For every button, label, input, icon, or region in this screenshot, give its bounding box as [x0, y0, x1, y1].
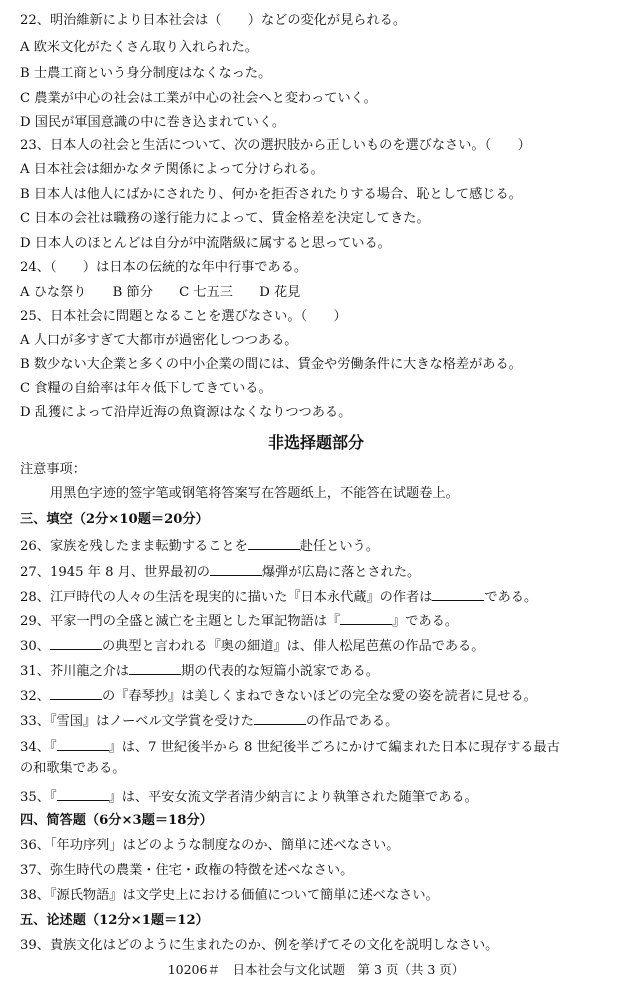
question-35-text-before: 35、『 — [20, 790, 57, 805]
answer-blank — [50, 685, 102, 700]
question-26-text-after: 赴任という。 — [299, 539, 379, 554]
answer-blank — [57, 736, 109, 751]
question-22-option-d: D 国民が軍国意識の中に巻き込まれていく。 — [20, 115, 286, 130]
question-24-options — [20, 284, 626, 302]
question-27-text-before: 27、1945 年 8 月、世界最初の — [20, 565, 210, 580]
question-22-option-c: C 農業が中心の社会は工業が中心の社会へと変わっていく。 — [20, 91, 377, 106]
essay-heading: 五、论述题（12分×1题＝12） — [20, 913, 209, 928]
question-25-option-a: A 人口が多すぎて大都市が過密化しつつある。 — [20, 333, 298, 348]
question-24-stem: 24、（ ）は日本の伝統的な年中行事である。 — [20, 260, 308, 275]
question-22-option-a: A 欧米文化がたくさん取り入れられた。 — [20, 40, 258, 55]
answer-blank — [248, 535, 300, 550]
question-35 — [20, 786, 626, 807]
question-28-text-before: 28、江戸時代の人々の生活を現実的に描いた『日本永代蔵』の作者は — [20, 590, 433, 605]
question-26 — [20, 535, 626, 556]
question-23-option-a: A 日本社会は細かなタテ関係によって分けられる。 — [20, 162, 324, 177]
question-35-text-after: 』は、平安女流文学者清少納言により執筆された随筆である。 — [108, 790, 478, 805]
page-footer: 10206＃ 日本社会与文化试题 第 3 页（共 3 页） — [167, 962, 465, 977]
answer-blank — [50, 635, 102, 650]
question-34-text-before: 34、『 — [20, 740, 57, 755]
question-29 — [20, 610, 626, 631]
question-33 — [20, 710, 626, 731]
question-22-option-b: B 士農工商という身分制度はなくなった。 — [20, 66, 272, 81]
question-24-option-a: A ひな祭り — [20, 285, 87, 300]
question-27-text-after: 爆弾が広島に落とされた。 — [262, 565, 421, 580]
question-23-option-d: D 日本人のほとんどは自分が中流階級に属すると思っている。 — [20, 236, 391, 251]
answer-blank — [340, 610, 392, 625]
question-31-text-before: 31、芥川龍之介は — [20, 664, 130, 679]
answer-blank — [129, 660, 181, 675]
question-25-option-d: D 乱獲によって沿岸近海の魚資源はなくなりつつある。 — [20, 405, 352, 420]
question-25-option-c: C 食糧の自給率は年々低下してきている。 — [20, 381, 272, 396]
notice-text: 用黑色字迹的签字笔或钢笔将答案写在答题纸上，不能答在试题卷上。 — [50, 486, 459, 501]
question-38: 38、『源氏物語』は文学史上における価値について簡単に述べなさい。 — [20, 888, 439, 903]
question-36: 36、「年功序列」はどのような制度なのか、簡単に述べなさい。 — [20, 838, 400, 853]
question-22-stem: 22、明治維新により日本社会は（ ）などの変化が見られる。 — [20, 13, 407, 28]
question-24-option-c: C 七五三 — [179, 285, 233, 300]
question-31 — [20, 660, 626, 681]
question-26-text-before: 26、家族を残したまま転勤することを — [20, 539, 248, 554]
notice-label: 注意事项： — [20, 462, 86, 477]
question-25-option-b: B 数少ない大企業と多くの中小企業の間には、賃金や労働条件に大きな格差がある。 — [20, 357, 522, 372]
question-30-text-before: 30、 — [20, 639, 50, 654]
short-answer-heading: 四、简答题（6分×3题＝18分） — [20, 813, 213, 828]
question-28 — [20, 586, 626, 607]
question-25-stem: 25、日本社会に問題となることを選びなさい。（ ） — [20, 309, 347, 324]
question-32 — [20, 685, 626, 706]
question-29-text-after: 』である。 — [392, 614, 459, 629]
question-23-stem: 23、日本人の社会と生活について、次の選択肢から正しいものを選びなさい。（ ） — [20, 138, 531, 153]
question-33-text-after: の作品である。 — [305, 714, 399, 729]
question-34-text-after: 』は、7 世紀後半から 8 世紀後半ごろにかけて編まれた日本に現存する最古 — [108, 740, 560, 755]
fill-blank-heading: 三、填空（2分×10题＝20分） — [20, 512, 209, 527]
question-24-option-d: D 花見 — [259, 285, 301, 300]
question-37: 37、弥生時代の農業・住宅・政権の特徴を述べなさい。 — [20, 863, 354, 878]
question-32-text-before: 32、 — [20, 689, 50, 704]
question-30-text-after: の典型と言われる『奥の細道』は、俳人松尾芭蕉の作品である。 — [101, 639, 485, 654]
answer-blank — [254, 710, 306, 725]
question-27 — [20, 561, 626, 582]
question-29-text-before: 29、平家一門の全盛と滅亡を主題とした軍記物語は『 — [20, 614, 341, 629]
question-39: 39、貴族文化はどのように生まれたのか、例を挙げてその文化を説明しなさい。 — [20, 938, 499, 953]
question-33-text-before: 33、『雪国』はノーベル文学賞を受けた — [20, 714, 254, 729]
question-31-text-after: 期の代表的な短篇小説家である。 — [181, 664, 379, 679]
answer-blank — [210, 561, 262, 576]
answer-blank — [432, 586, 484, 601]
question-34-continuation: の和歌集である。 — [20, 761, 126, 776]
answer-blank — [57, 786, 109, 801]
section-title: 非选择题部分 — [267, 433, 364, 452]
question-28-text-after: である。 — [484, 590, 538, 605]
question-23-option-b: B 日本人は他人にばかにされたり、何かを拒否されたりする場合、恥として感じる。 — [20, 187, 522, 202]
question-34 — [20, 736, 626, 757]
question-23-option-c: C 日本の会社は職務の遂行能力によって、賃金格差を決定してきた。 — [20, 211, 430, 226]
question-30 — [20, 635, 626, 656]
question-24-option-b: B 節分 — [112, 285, 153, 300]
question-32-text-after: の『春琴抄』は美しくまねできないほどの完全な愛の姿を読者に見せる。 — [101, 689, 537, 704]
